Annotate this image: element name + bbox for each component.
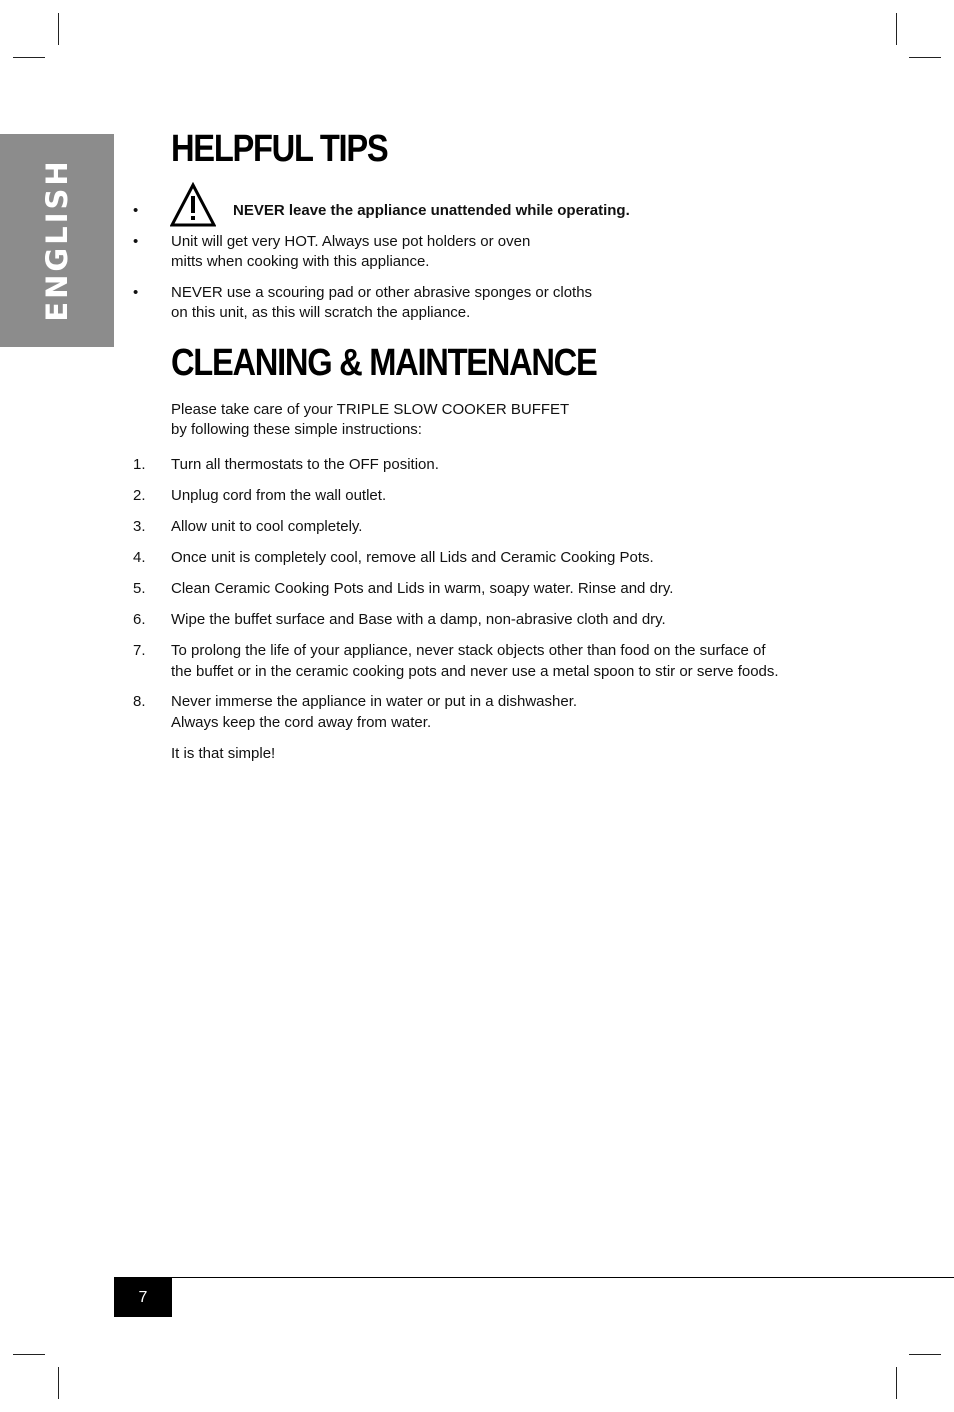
cleaning-intro-line-1: Please take care of your TRIPLE SLOW COOKER BUFFET [171, 401, 570, 418]
cleaning-intro-line-2: by following these simple instructions: [171, 421, 422, 438]
warning-triangle-icon [170, 182, 216, 228]
step-6-text: Wipe the buffet surface and Base with a damp, non-abrasive cloth and dry. [171, 611, 666, 628]
step-number: 4. [133, 549, 146, 566]
tip-bullet: • [133, 284, 139, 301]
crop-mark [896, 1367, 897, 1399]
tip-2-line-1: Unit will get very HOT. Always use pot holders or oven [171, 233, 531, 250]
helpful-tips-title: HELPFUL TIPS [171, 128, 388, 170]
step-8-line-1: Never immerse the appliance in water or put in a dishwasher. [171, 693, 578, 710]
step-2-text: Unplug cord from the wall outlet. [171, 487, 387, 504]
tip-bullet: • [133, 233, 139, 250]
step-number: 2. [133, 487, 146, 504]
step-4-text: Once unit is completely cool, remove all Lids and Ceramic Cooking Pots. [171, 549, 654, 566]
footer-rule [114, 1277, 954, 1278]
step-number: 7. [133, 642, 146, 659]
language-label: ENGLISH [40, 158, 74, 322]
step-number: 1. [133, 456, 146, 473]
tip-bullet: • [133, 202, 139, 219]
step-8-line-2: Always keep the cord away from water. [171, 714, 432, 731]
crop-mark [58, 13, 59, 45]
cleaning-title: CLEANING & MAINTENANCE [171, 342, 597, 384]
tip-1-text: NEVER leave the appliance unattended while operating. [233, 202, 630, 219]
crop-mark [909, 57, 941, 58]
step-3-text: Allow unit to cool completely. [171, 518, 363, 535]
crop-mark [13, 57, 45, 58]
step-1-text: Turn all thermostats to the OFF position. [171, 456, 439, 473]
crop-mark [896, 13, 897, 45]
step-number: 3. [133, 518, 146, 535]
step-number: 6. [133, 611, 146, 628]
step-5-text: Clean Ceramic Cooking Pots and Lids in warm, soapy water. Rinse and dry. [171, 580, 674, 597]
tip-2-line-2: mitts when cooking with this appliance. [171, 253, 430, 270]
language-tab [0, 134, 114, 347]
step-7-line-1: To prolong the life of your appliance, never stack objects other than food on the surface of [171, 642, 766, 659]
step-7-line-2: the buffet or in the ceramic cooking pots and never use a metal spoon to stir or serve foods. [171, 663, 779, 680]
step-number: 8. [133, 693, 146, 710]
closing-text: It is that simple! [171, 745, 276, 762]
step-number: 5. [133, 580, 146, 597]
crop-mark [13, 1354, 45, 1355]
tip-3-line-2: on this unit, as this will scratch the appliance. [171, 304, 471, 321]
crop-mark [909, 1354, 941, 1355]
page-number: 7 [114, 1278, 172, 1317]
crop-mark [58, 1367, 59, 1399]
tip-3-line-1: NEVER use a scouring pad or other abrasive sponges or cloths [171, 284, 593, 301]
